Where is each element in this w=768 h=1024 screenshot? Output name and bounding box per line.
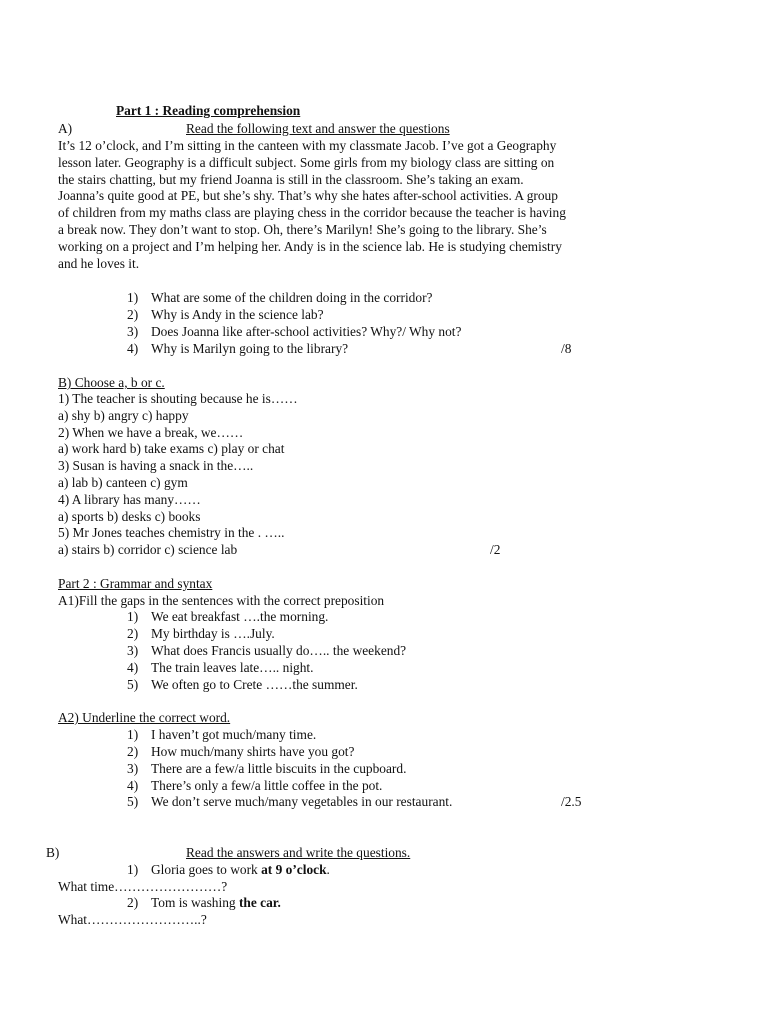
b2-item-number: 1) [127, 862, 139, 877]
section-b-heading: B) Choose a, b or c. [58, 375, 165, 390]
question-item [127, 307, 324, 324]
mc-line: a) lab b) canteen c) gym [58, 474, 188, 490]
a1-item [127, 660, 314, 677]
a2-item-text: There are a few/a little biscuits in the cupboard. [151, 761, 407, 776]
a2-item-number: 1) [127, 727, 139, 742]
part2-title: Part 2 : Grammar and syntax [58, 576, 213, 591]
a1-item-number: 4) [127, 660, 139, 675]
question-item [127, 324, 461, 341]
a1-item-number: 1) [127, 609, 139, 624]
passage-line: It’s 12 o’clock, and I’m sitting in the canteen with my classmate Jacob. I’ve got a Geography [58, 138, 557, 153]
b2-item [127, 862, 330, 879]
a2-item [127, 778, 382, 795]
a1-item [127, 643, 406, 660]
mc-line: 4) A library has many…… [58, 491, 201, 507]
mc-line: 2) When we have a break, we…… [58, 424, 244, 440]
multiple-choice-list [58, 391, 658, 559]
section-a-instruction: Read the following text and answer the questions [186, 121, 450, 136]
question-text: What are some of the children doing in the corridor? [151, 290, 433, 305]
passage-line: lesson later. Geography is a difficult subject. Some girls from my biology class are sitting on [58, 154, 555, 170]
mc-line: a) stairs b) corridor c) science lab [58, 542, 238, 558]
question-number: 4) [127, 341, 139, 356]
passage-line: of children from my maths class are playing chess in the corridor because the teacher is having [58, 205, 566, 221]
part1-title: Part 1 : Reading comprehension [116, 103, 301, 118]
b2-answer-line: What time……………………? [58, 879, 228, 894]
a2-heading: A2) Underline the correct word. [58, 710, 231, 725]
a1-item-number: 5) [127, 677, 139, 692]
passage-line: working on a project and I’m helping her. Andy is in the science lab. He is studying chemistry [58, 238, 562, 254]
a1-instruction: A1)Fill the gaps in the sentences with the correct preposition [58, 593, 385, 608]
b2-item-number: 2) [127, 895, 139, 910]
section-b2-label: B) [46, 845, 60, 860]
mc-line: 1) The teacher is shouting because he is…… [58, 391, 298, 406]
a1-item-number: 3) [127, 643, 139, 658]
mc-line: a) work hard b) take exams c) play or chat [58, 441, 285, 457]
a2-item-text: We don’t serve much/many vegetables in our restaurant. [151, 794, 453, 809]
question-number: 2) [127, 307, 139, 322]
passage-line: a break now. They don’t want to stop. Oh, there’s Marilyn! She’s going to the library. She’s [58, 221, 547, 237]
a2-item-number: 3) [127, 761, 139, 776]
question-text: Why is Marilyn going to the library? [151, 341, 349, 356]
a1-item [127, 677, 358, 694]
b2-item-text: Gloria goes to work [151, 862, 262, 877]
section-a-label: A) [58, 121, 73, 136]
a2-item-number: 5) [127, 794, 139, 809]
b2-item-text: Tom is washing [151, 895, 239, 910]
a2-item-text: There’s only a few/a little coffee in the pot. [151, 778, 383, 793]
passage-line: the stairs chatting, but my friend Joanna is still in the classroom. She’s taking an exam. [58, 171, 524, 187]
a2-item [127, 744, 354, 761]
mc-line: 5) Mr Jones teaches chemistry in the . ….. [58, 525, 285, 541]
a2-item [127, 761, 406, 778]
question-number: 1) [127, 290, 139, 305]
a1-item-text: The train leaves late….. night. [151, 660, 314, 675]
b2-item [127, 895, 281, 912]
passage-line: and he loves it. [58, 255, 140, 271]
b2-item-bold: the car. [238, 895, 281, 910]
a1-item [127, 609, 328, 626]
mc-line: 3) Susan is having a snack in the….. [58, 458, 254, 474]
a1-item-number: 2) [127, 626, 139, 641]
a2-item-number: 4) [127, 778, 139, 793]
mc-line: a) sports b) desks c) books [58, 508, 201, 524]
a2-item-text: How much/many shirts have you got? [151, 744, 355, 759]
a2-score: /2.5 [561, 794, 582, 809]
mc-line: a) shy b) angry c) happy [58, 407, 189, 423]
a2-item-text: I haven’t got much/many time. [151, 727, 317, 742]
question-number: 3) [127, 324, 139, 339]
b2-item-bold: at 9 o’clock [261, 862, 327, 877]
a2-item-number: 2) [127, 744, 139, 759]
reading-passage [58, 138, 658, 272]
b2-answer-line: What……………………..? [58, 912, 207, 927]
a1-item-text: My birthday is ….July. [151, 626, 275, 641]
question-text: Why is Andy in the science lab? [151, 307, 324, 322]
section-b2-instruction: Read the answers and write the questions. [186, 845, 411, 860]
a1-item [127, 626, 275, 643]
a1-item-text: What does Francis usually do….. the weekend? [151, 643, 407, 658]
a2-item [127, 727, 316, 744]
question-item [127, 341, 348, 358]
passage-line: Joanna’s quite good at PE, but she’s shy. That’s why she hates after-school activities. A group [58, 188, 558, 204]
a1-item-text: We often go to Crete ……the summer. [151, 677, 358, 692]
a2-item [127, 794, 452, 811]
section-b-score: /2 [490, 542, 501, 557]
a1-item-text: We eat breakfast ….the morning. [151, 609, 329, 624]
question-text: Does Joanna like after-school activities? Why?/ Why not? [151, 324, 462, 339]
b2-item-end: . [326, 862, 330, 877]
questions-score: /8 [561, 341, 572, 356]
question-item [127, 290, 432, 307]
